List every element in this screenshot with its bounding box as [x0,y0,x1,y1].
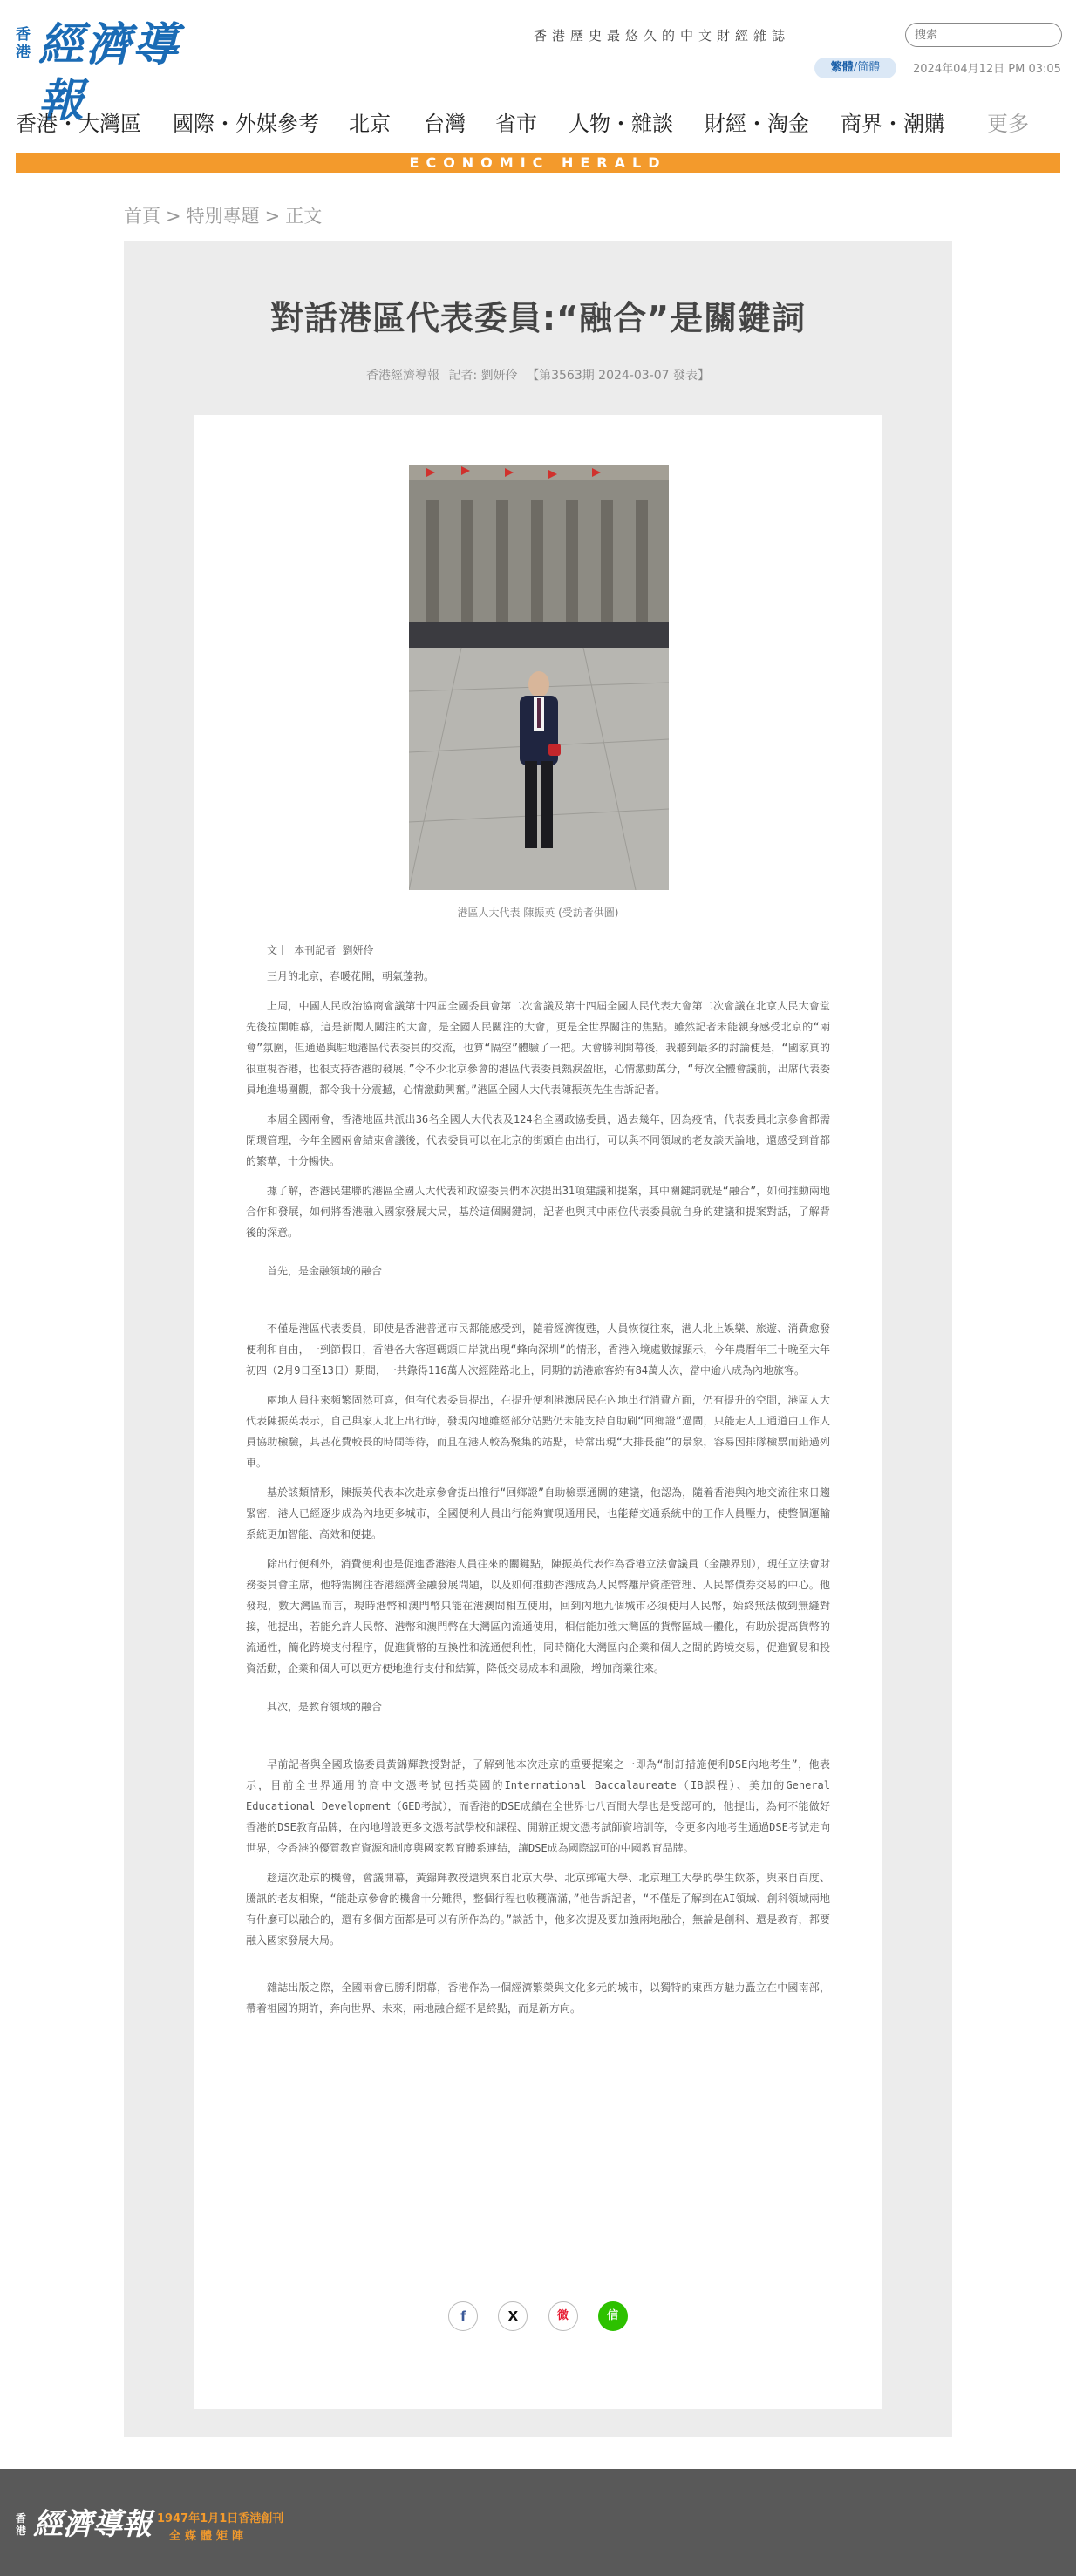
footer-media-matrix[interactable]: 全媒體矩陣 [169,2530,249,2543]
article-paragraph: 三月的北京，春暖花開，朝氣蓬勃。 [267,970,435,982]
nav-item-taiwan[interactable]: 台灣 [424,112,466,136]
search-input[interactable] [905,23,1062,47]
article-paragraph: 趁這次赴京的機會，會議開幕，黃錦輝教授還與來自北京大學、北京郵電大學、北京理工大學的學生飲茶，與來自百度、騰訊的老友相聚，“能赴京參會的機會十分難得，整個行程也收穫滿滿，”他告訴記者，“不僅是了解到在AI領域、創科領域兩地有什麼可以融合的，還有多個方面都是可以有所作為的。”談話中，他多次提及要加強兩地融合，無論是創科、還是教育，都要融入國家發展大局。 [246,1872,830,1947]
breadcrumb-home[interactable]: 首頁 [124,206,160,227]
article-paragraph: 除出行便利外，消費便利也是促進香港港人員往來的關鍵點，陳振英代表作為香港立法會議員（金融界別），現任立法會財務委員會主席，他特需關注香港經濟金融發展問題，以及如何推動香港成為人民幣離岸資產管理、人民幣債券交易的中心。他發現，數大灣區而言，現時港幣和澳門幣只能在港澳間相互使用，回到內地九個城市必須使用人民幣，始終無法做到無縫對接，他提出，若能允許人民幣、港幣和澳門幣在大灣區內流通使用，相信能加強大灣區的貨幣區域一體化，有助於提高貨幣的流通性，簡化跨境支付程序，促進貨幣的互換性和流通便利性，同時簡化大灣區內企業和個人之間的跨境交易，促進貿易和投資活動，企業和個人可以更方便地進行支付和結算，降低交易成本和風險，增加商業往來。 [246,1558,830,1675]
article-paragraph: 早前記者與全國政協委員黃錦輝教授對話，了解到他本次赴京的重要提案之一即為“制訂措施便利DSE內地考生”，他表示，目前全世界通用的高中文憑考試包括英國的International Baccalaureate（IB課程）、美加的General Educational Development（GED考試），而香港的DSE成績在全世界七八百間大學也是受認可的，他提出，為何不能做好香港的DSE教育品牌，在內地增設更多文憑考試學校和課程、開辦正規文憑考試師資培訓等，令更多內地考生通過DSE考試走向世界，令香港的優質教育資源和制度與國家教育體系連結，讓DSE成為國際認可的中國教育品牌。 [246,1758,830,1854]
article-byline: 文丨 本刊記者 劉妍伶 [267,944,374,956]
nav-item-hk-gba[interactable]: 香港・大灣區 [16,112,141,136]
article-issue: 【第3563期 2024-03-07 發表】 [527,369,710,383]
article-paragraph: 基於該類情形，陳振英代表本次赴京參會提出推行“回鄉證”自助檢票通關的建議，他認為，隨着香港與內地交流往來日趨緊密，港人已經逐步成為內地更多城市，全國便利人員出行能夠實現通用民，也能藉交通系統中的工作人員壓力，使整個運輸系統更加智能、高效和便捷。 [246,1486,830,1540]
nav-item-people[interactable]: 人物・雜談 [569,112,673,136]
article-paragraph: 不僅是港區代表委員，即使是香港普通市民都能感受到，隨着經濟復甦，人員恢復往來，港人北上娛樂、旅遊、消費愈發便利和自由，一到節假日，香港各大客運碼頭口岸就出現“蜂向深圳”的情形，香港入境處數據顯示，今年農曆年三十晚至大年初四（2月9日至13日）期間，一共錄得116萬人次經陸路北上，同期的訪港旅客約有84萬人次，當中逾八成為內地旅客。 [246,1322,830,1376]
lang-traditional[interactable]: 繁體 [830,61,854,74]
site-footer [0,2469,1076,2576]
facebook-share-icon[interactable]: f [448,2301,478,2331]
footer-logo-small: 香港 [16,2512,27,2537]
breadcrumb-separator: > [264,206,281,227]
nav-item-international[interactable]: 國際・外媒參考 [173,112,319,136]
article-photo[interactable] [409,465,669,890]
site-slogan: 香港歷史最悠久的中文財經雜誌 [534,28,791,44]
article-paragraph: 上周，中國人民政治協商會議第十四屆全國委員會第二次會議及第十四屆全國人民代表大會第二次會議在北京人民大會堂先後拉開帷幕，這是新聞人關注的大會，是全國人民關注的大會，更是全世界關注的焦點。雖然記者未能親身感受北京的“兩會”氛圍，但通過與駐地港區代表委員的交流，也算“隔空”體驗了一把。大會勝利開幕後，我聽到最多的討論便是，“國家真的很重視香港，也很支持香港的發展，”令不少北京參會的港區代表委員熱淚盈眶，心情激動萬分，“每次全體會議前，出席代表委員地進場圍觀，都令我十分震撼，心情激動興奮。”港區全國人大代表陳振英先生告訴記者。 [246,1000,830,1096]
current-date: 2024年04月12日 PM 03:05 [913,63,1061,76]
article-paragraph: 本屆全國兩會，香港地區共派出36名全國人大代表及124名全國政協委員，過去幾年，因為疫情，代表委員北京參會都需閉環管理，今年全國兩會結束會議後，代表委員可以在北京的街頭自由出行，可以與不同領域的老友談天論地，還感受到首都的繁華，十分暢快。 [246,1113,830,1167]
economic-herald-band: ECONOMIC HERALD [16,153,1060,173]
article-subheading: 首先，是金融領域的融合 [267,1265,383,1277]
article-paragraph: 雜誌出版之際，全國兩會已勝利閉幕，香港作為一個經濟繁榮與文化多元的城市，以獨特的東西方魅力矗立在中國南部，帶着祖國的期許，奔向世界、未來，兩地融合經不是終點，而是新方向。 [246,1981,830,2015]
logo-small-text: 香港 [16,26,31,61]
site-header [0,0,1076,174]
weibo-share-icon[interactable]: 微 [548,2301,578,2331]
share-bar [194,2301,882,2336]
nav-item-more[interactable]: 更多 [987,112,1029,136]
article-reporter: 記者: 劉妍伶 [448,369,518,383]
language-switch[interactable] [814,58,896,78]
article-text [246,940,830,2028]
article-paragraph: 兩地人員往來頻繁固然可喜，但有代表委員提出，在提升便利港澳居民在內地出行消費方面，仍有提升的空間，港區人大代表陳振英表示，自己與家人北上出行時，發現內地雖經部分站點仍未能支持自助刷“回鄉證”過閘，只能走人工通道由工作人員協助檢驗，其甚花費較長的時間等待，而且在港人較為聚集的站點，時常出現“大排長龍”的景象，容易因排隊檢票而錯過列車。 [246,1394,830,1469]
nav-item-provinces[interactable]: 省市 [495,112,537,136]
nav-item-beijing[interactable]: 北京 [349,112,391,136]
photo-caption: 港區人大代表 陳振英 (受訪者供圖) [457,907,619,919]
article-title: 對話港區代表委員:“融合”是關鍵詞 [269,299,807,337]
nav-item-finance[interactable]: 財經・淘金 [705,112,809,136]
article-paragraph: 據了解，香港民建聯的港區全國人大代表和政協委員們本次提出31項建議和提案，其中關鍵詞就是“融合”，如何推動兩地合作和發展，如何將香港融入國家發展大局，基於這個關鍵詞，記者也與其中兩位代表委員就自身的建議和提案對話，了解背後的深意。 [246,1185,830,1239]
x-share-icon[interactable]: X [498,2301,528,2331]
photo-illustration [409,465,669,890]
wechat-share-icon[interactable]: 信 [598,2301,628,2331]
nav-item-business[interactable]: 商界・潮購 [841,112,945,136]
lang-simplified[interactable]: 简體 [857,61,881,74]
article-panel [124,241,952,2437]
footer-founded: 1947年1月1日香港創刊 [157,2512,284,2525]
article-body-card [194,415,882,2409]
breadcrumb [124,202,327,228]
lang-separator: / [853,61,858,74]
breadcrumb-separator: > [166,206,181,227]
footer-logo-main: 經濟導報 [33,2507,152,2542]
breadcrumb-current: 正文 [285,206,323,227]
main-nav [16,106,1062,141]
article-subheading: 其次，是教育領域的融合 [267,1701,383,1713]
breadcrumb-section[interactable]: 特別專題 [186,206,260,227]
logo-main-text: 經濟導報 [38,18,180,127]
article-source: 香港經濟導報 [366,369,440,383]
article-meta [124,366,952,384]
